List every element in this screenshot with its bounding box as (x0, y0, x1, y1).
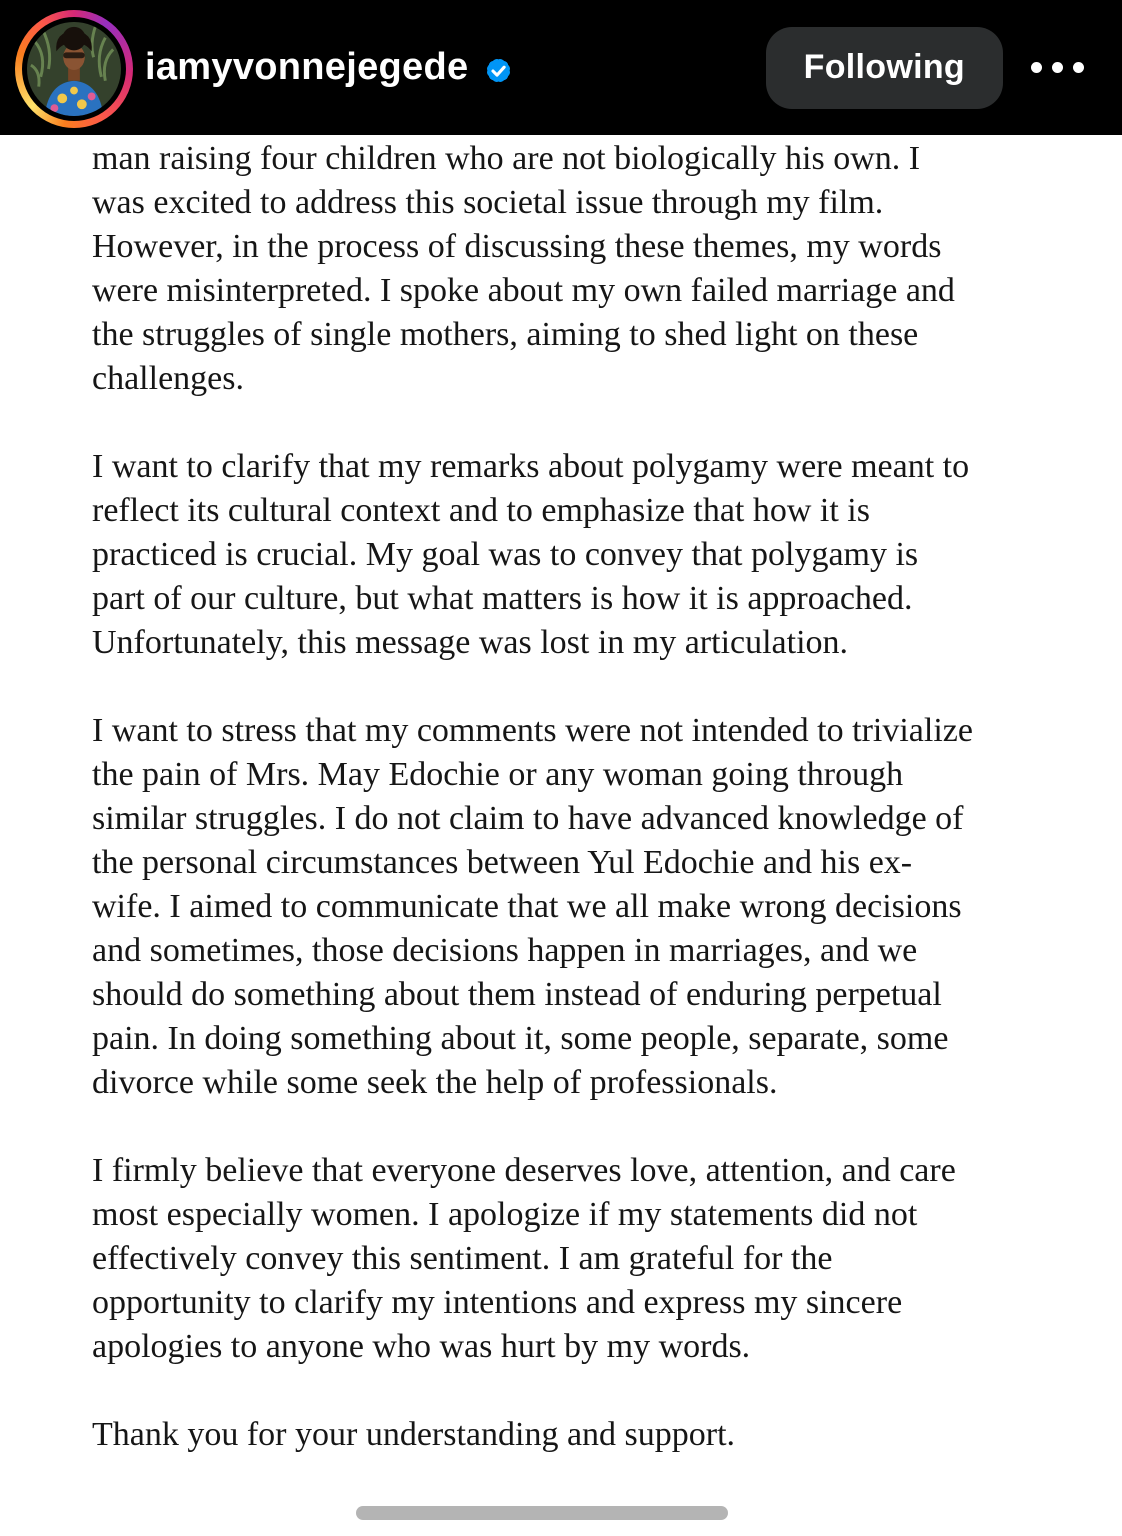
text-line: practiced is crucial. My goal was to convey that polygamy is (92, 536, 919, 573)
text-line: I want to clarify that my remarks about polygamy were meant to (92, 448, 970, 485)
home-indicator[interactable] (356, 1506, 728, 1520)
text-line: challenges. (92, 360, 244, 397)
text-line: pain. In doing something about it, some people, separate, some (92, 1020, 949, 1057)
text-line: effectively convey this sentiment. I am grateful for the (92, 1240, 833, 1277)
text-line: similar struggles. I do not claim to have advanced knowledge of (92, 800, 964, 837)
profile-photo-illustration (27, 22, 121, 116)
text-line: However, in the process of discussing these themes, my words (92, 228, 942, 265)
paragraph-1 (92, 137, 1082, 401)
text-line: wife. I aimed to communicate that we all make wrong decisions (92, 888, 962, 925)
text-line: I want to stress that my comments were not intended to trivialize (92, 712, 973, 749)
ellipsis-dot (1031, 62, 1042, 73)
text-line: part of our culture, but what matters is how it is approached. (92, 580, 913, 617)
text-line: was excited to address this societal issue through my film. (92, 184, 884, 221)
post-header (0, 0, 1122, 135)
text-line: man raising four children who are not biologically his own. I (92, 140, 921, 177)
ellipsis-dot (1073, 62, 1084, 73)
text-line: I firmly believe that everyone deserves love, attention, and care (92, 1152, 956, 1189)
verified-badge-icon (483, 55, 514, 86)
username-row (145, 46, 514, 89)
text-line: the personal circumstances between Yul Edochie and his ex- (92, 844, 913, 881)
paragraph-4 (92, 1149, 1082, 1369)
more-options-icon[interactable] (1031, 48, 1084, 87)
text-line: the struggles of single mothers, aiming to shed light on these (92, 316, 919, 353)
text-line: divorce while some seek the help of professionals. (92, 1064, 778, 1101)
text-line: reflect its cultural context and to emphasize that how it is (92, 492, 870, 529)
text-line: Unfortunately, this message was lost in my articulation. (92, 624, 849, 661)
username[interactable]: iamyvonnejegede (145, 46, 469, 88)
text-line: apologies to anyone who was hurt by my words. (92, 1328, 751, 1365)
text-line: should do something about them instead of enduring perpetual (92, 976, 942, 1013)
text-line: the pain of Mrs. May Edochie or any woman going through (92, 756, 904, 793)
paragraph-5 (92, 1413, 1082, 1457)
text-line: and sometimes, those decisions happen in marriages, and we (92, 932, 918, 969)
ellipsis-dot (1052, 62, 1063, 73)
paragraph-3 (92, 709, 1082, 1105)
text-line: Thank you for your understanding and support. (92, 1416, 736, 1453)
post-image[interactable] (0, 135, 1122, 1536)
following-button[interactable]: Following (766, 27, 1003, 109)
story-ring[interactable] (15, 10, 133, 128)
text-line: opportunity to clarify my intentions and express my sincere (92, 1284, 903, 1321)
text-line: were misinterpreted. I spoke about my own failed marriage and (92, 272, 955, 309)
paragraph-2 (92, 445, 1082, 665)
text-line: most especially women. I apologize if my statements did not (92, 1196, 918, 1233)
avatar[interactable] (27, 22, 121, 116)
